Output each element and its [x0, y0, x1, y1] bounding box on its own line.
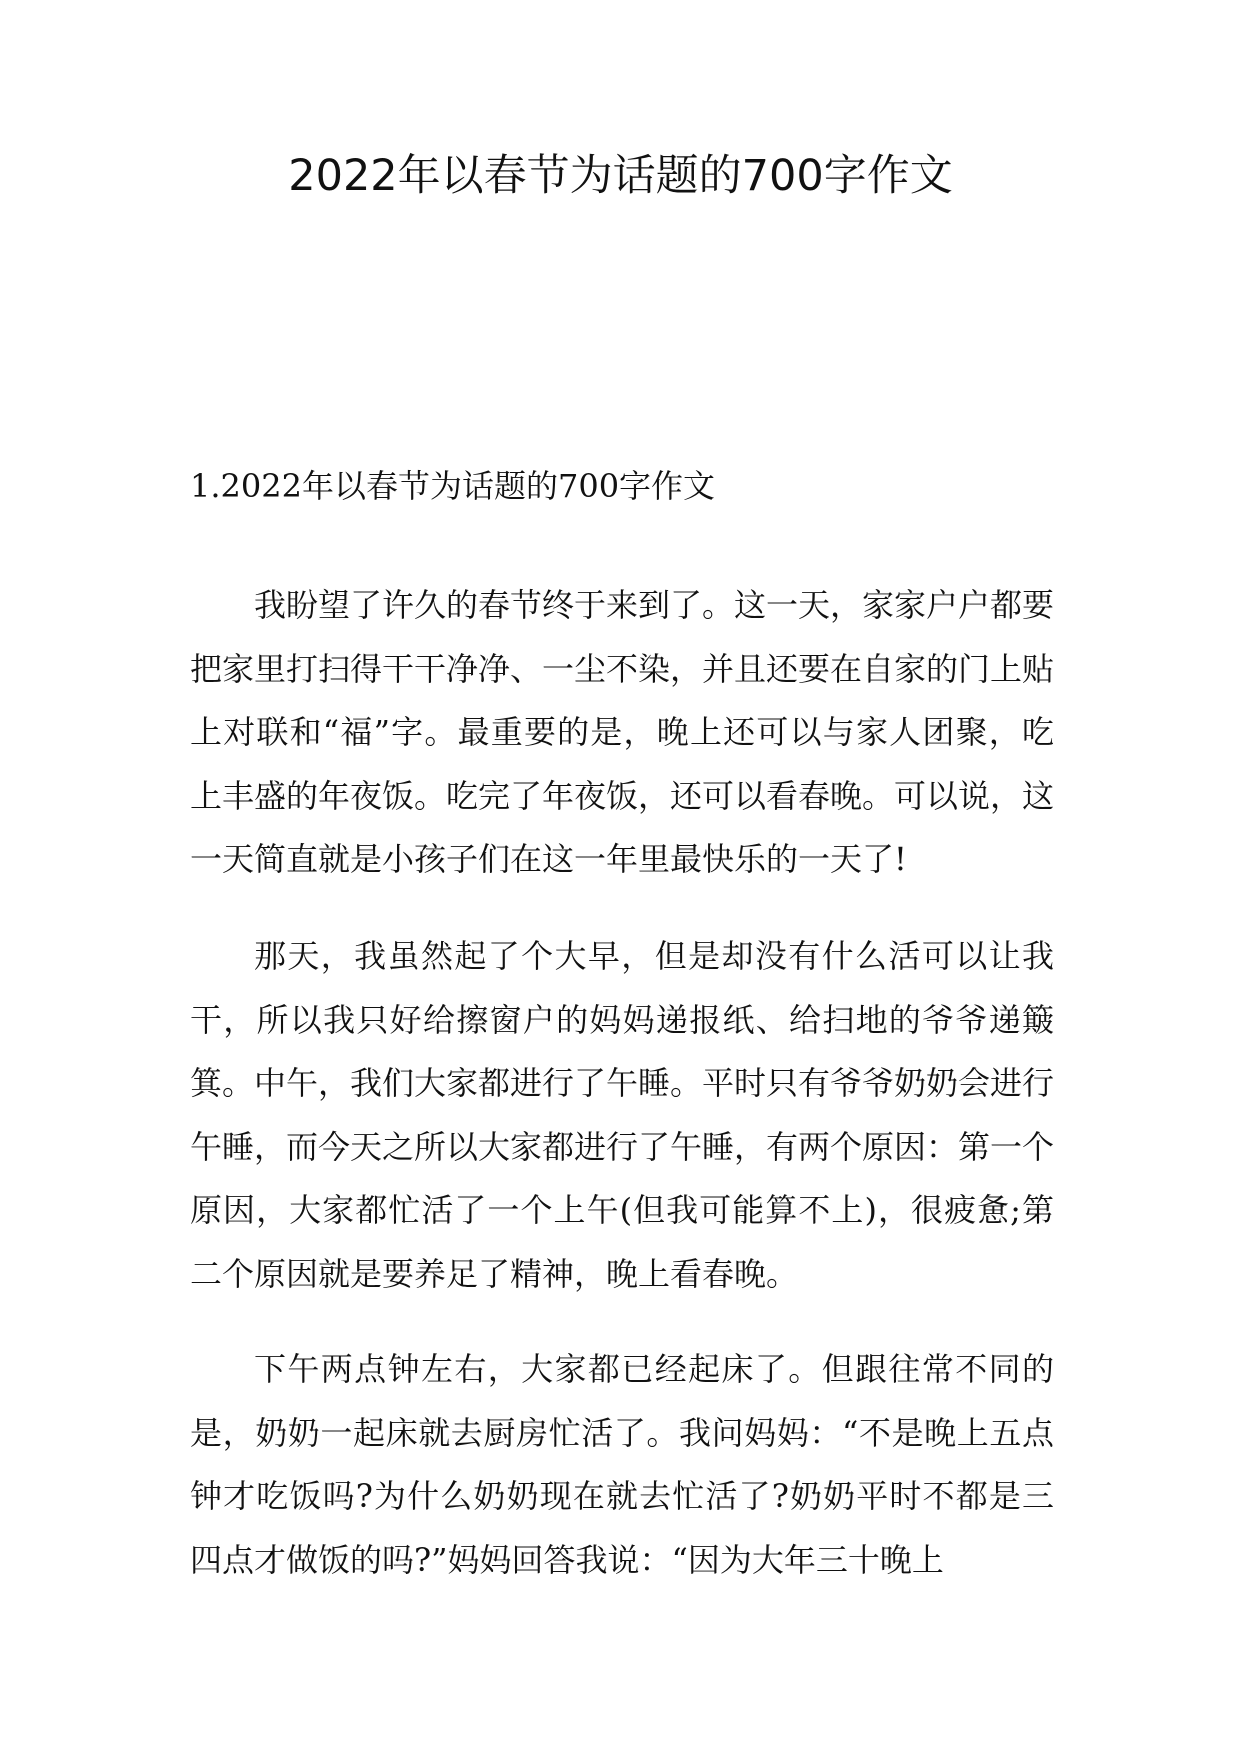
section-heading: 1.2022年以春节为话题的700字作文 [190, 467, 716, 505]
paragraph-2: 那天，我虽然起了个大早，但是却没有什么活可以让我干，所以我只好给擦窗户的妈妈递报纸、给扫地的爷爷递簸箕。中午，我们大家都进行了午睡。平时只有爷爷奶奶会进行午睡，而今天之所以大家都进行了午睡，有两个原因：第一个原因，大家都忙活了一个上午(但我可能算不上)，很疲惫;第二个原因就是要养足了精神，晚上看春晚。 [190, 937, 1055, 1293]
paragraph-1: 我盼望了许久的春节终于来到了。这一天，家家户户都要把家里打扫得干干净净、一尘不染，并且还要在自家的门上贴上对联和“福”字。最重要的是，晚上还可以与家人团聚，吃上丰盛的年夜饭。吃完了年夜饭，还可以看春晚。可以说，这一天简直就是小孩子们在这一年里最快乐的一天了! [190, 586, 1055, 878]
document-title: 2022年以春节为话题的700字作文 [288, 151, 953, 201]
paragraph-3: 下午两点钟左右，大家都已经起床了。但跟往常不同的是，奶奶一起床就去厨房忙活了。我问妈妈：“不是晚上五点钟才吃饭吗?为什么奶奶现在就去忙活了?奶奶平时不都是三四点才做饭的吗?”妈妈回答我说：“因为大年三十晚上 [190, 1350, 1054, 1579]
